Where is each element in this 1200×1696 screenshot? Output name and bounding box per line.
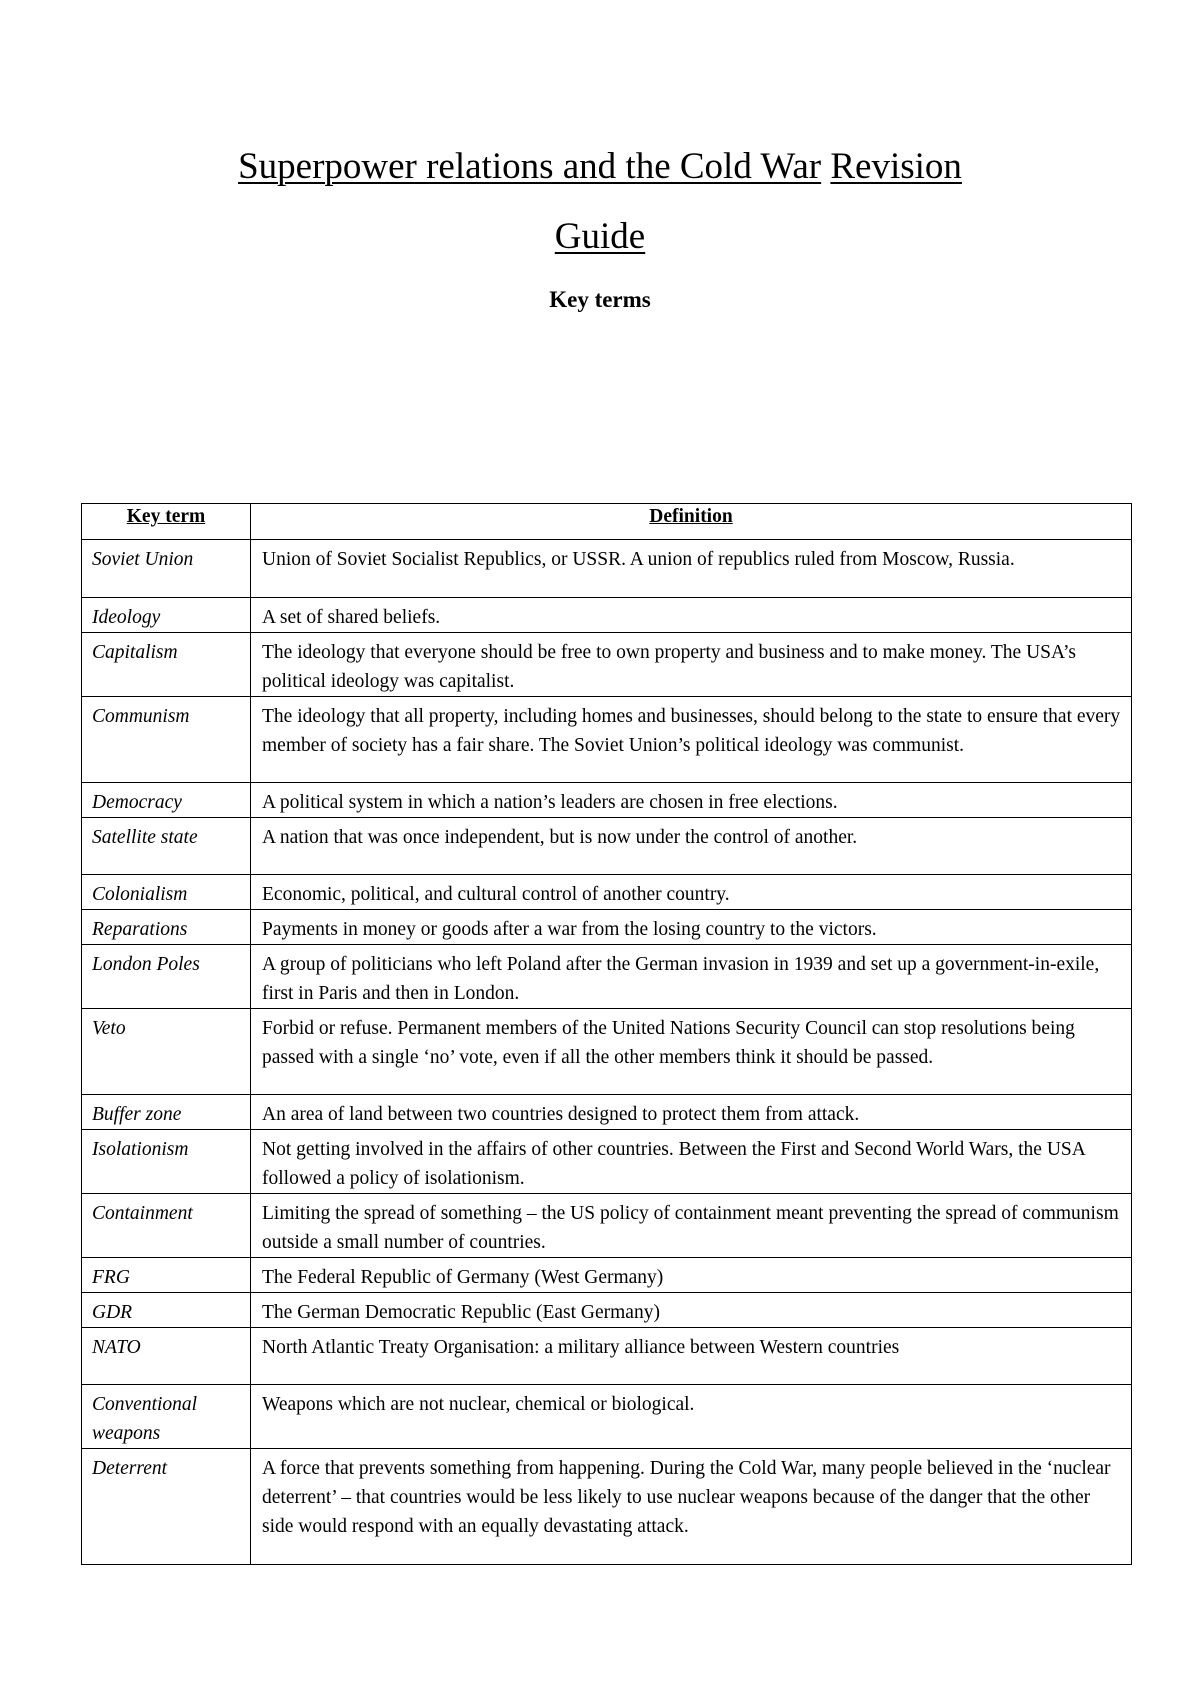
definition-cell: An area of land between two countries designed to protect them from attack. bbox=[251, 1095, 1132, 1130]
definition-cell: The ideology that all property, including homes and businesses, should belong to the state to ensure that every member of society has a fair share. The Soviet Union’s political ideology was communist. bbox=[251, 697, 1132, 783]
table-row bbox=[82, 697, 1132, 783]
table-row bbox=[82, 1293, 1132, 1328]
table-row bbox=[82, 1194, 1132, 1258]
definition-cell: North Atlantic Treaty Organisation: a military alliance between Western countries bbox=[251, 1328, 1132, 1385]
definition-cell: The Federal Republic of Germany (West Germany) bbox=[251, 1258, 1132, 1293]
definition-cell: Forbid or refuse. Permanent members of the United Nations Security Council can stop resolutions being passed with a single ‘no’ vote, even if all the other members think it should be passed. bbox=[251, 1009, 1132, 1095]
key-term-cell: Communism bbox=[82, 697, 251, 783]
key-term-cell: FRG bbox=[82, 1258, 251, 1293]
definition-cell: A nation that was once independent, but is now under the control of another. bbox=[251, 818, 1132, 875]
definition-cell: A political system in which a nation’s leaders are chosen in free elections. bbox=[251, 783, 1132, 818]
key-term-cell: Conventional weapons bbox=[82, 1385, 251, 1449]
definition-cell: A force that prevents something from happening. During the Cold War, many people believed in the ‘nuclear deterrent’ – that countries would be less likely to use nuclear weapons because of the danger that the other side would respond with an equally devastating attack. bbox=[251, 1449, 1132, 1565]
table-row bbox=[82, 1258, 1132, 1293]
table-row bbox=[82, 875, 1132, 910]
title-part-3: Guide bbox=[554, 216, 646, 257]
table-row bbox=[82, 945, 1132, 1009]
key-term-cell: Buffer zone bbox=[82, 1095, 251, 1130]
table-row bbox=[82, 1328, 1132, 1385]
document-title-line-2 bbox=[0, 214, 1200, 260]
key-term-cell: Deterrent bbox=[82, 1449, 251, 1565]
title-part-1: Superpower relations and the Cold War bbox=[238, 146, 822, 187]
key-term-cell: Isolationism bbox=[82, 1130, 251, 1194]
key-terms-table bbox=[81, 503, 1132, 1565]
table-row bbox=[82, 1385, 1132, 1449]
document-title bbox=[0, 144, 1200, 190]
definition-cell: Payments in money or goods after a war from the losing country to the victors. bbox=[251, 910, 1132, 945]
key-term-cell: Satellite state bbox=[82, 818, 251, 875]
section-heading: Key terms bbox=[549, 287, 651, 312]
table-row bbox=[82, 910, 1132, 945]
definition-cell: Economic, political, and cultural control of another country. bbox=[251, 875, 1132, 910]
key-term-cell: Capitalism bbox=[82, 633, 251, 697]
title-part-2: Revision bbox=[830, 146, 962, 187]
key-term-cell: Soviet Union bbox=[82, 540, 251, 598]
definition-cell: Limiting the spread of something – the US policy of containment meant preventing the spread of communism outside a small number of countries. bbox=[251, 1194, 1132, 1258]
table-row bbox=[82, 1009, 1132, 1095]
key-term-cell: Democracy bbox=[82, 783, 251, 818]
definition-cell: A set of shared beliefs. bbox=[251, 598, 1132, 633]
key-term-cell: Reparations bbox=[82, 910, 251, 945]
key-term-cell: Containment bbox=[82, 1194, 251, 1258]
table-body bbox=[82, 540, 1132, 1565]
table-row bbox=[82, 598, 1132, 633]
key-term-cell: Veto bbox=[82, 1009, 251, 1095]
definition-cell: Not getting involved in the affairs of other countries. Between the First and Second World Wars, the USA followed a policy of isolationism. bbox=[251, 1130, 1132, 1194]
definition-cell: Weapons which are not nuclear, chemical or biological. bbox=[251, 1385, 1132, 1449]
table-row bbox=[82, 1449, 1132, 1565]
key-term-cell: Ideology bbox=[82, 598, 251, 633]
column-header-definition: Definition bbox=[251, 504, 1132, 540]
definition-cell: The German Democratic Republic (East Germany) bbox=[251, 1293, 1132, 1328]
table-row bbox=[82, 783, 1132, 818]
definition-cell: Union of Soviet Socialist Republics, or USSR. A union of republics ruled from Moscow, Russia. bbox=[251, 540, 1132, 598]
key-term-cell: Colonialism bbox=[82, 875, 251, 910]
table-row bbox=[82, 1130, 1132, 1194]
column-header-key-term: Key term bbox=[82, 504, 251, 540]
definition-cell: A group of politicians who left Poland after the German invasion in 1939 and set up a government-in-exile, first in Paris and then in London. bbox=[251, 945, 1132, 1009]
table-row bbox=[82, 818, 1132, 875]
key-term-cell: London Poles bbox=[82, 945, 251, 1009]
key-term-cell: NATO bbox=[82, 1328, 251, 1385]
table-header-row bbox=[82, 504, 1132, 540]
table-row bbox=[82, 540, 1132, 598]
table-row bbox=[82, 1095, 1132, 1130]
table-row bbox=[82, 633, 1132, 697]
definition-cell: The ideology that everyone should be free to own property and business and to make money. The USA’s political ideology was capitalist. bbox=[251, 633, 1132, 697]
key-term-cell: GDR bbox=[82, 1293, 251, 1328]
